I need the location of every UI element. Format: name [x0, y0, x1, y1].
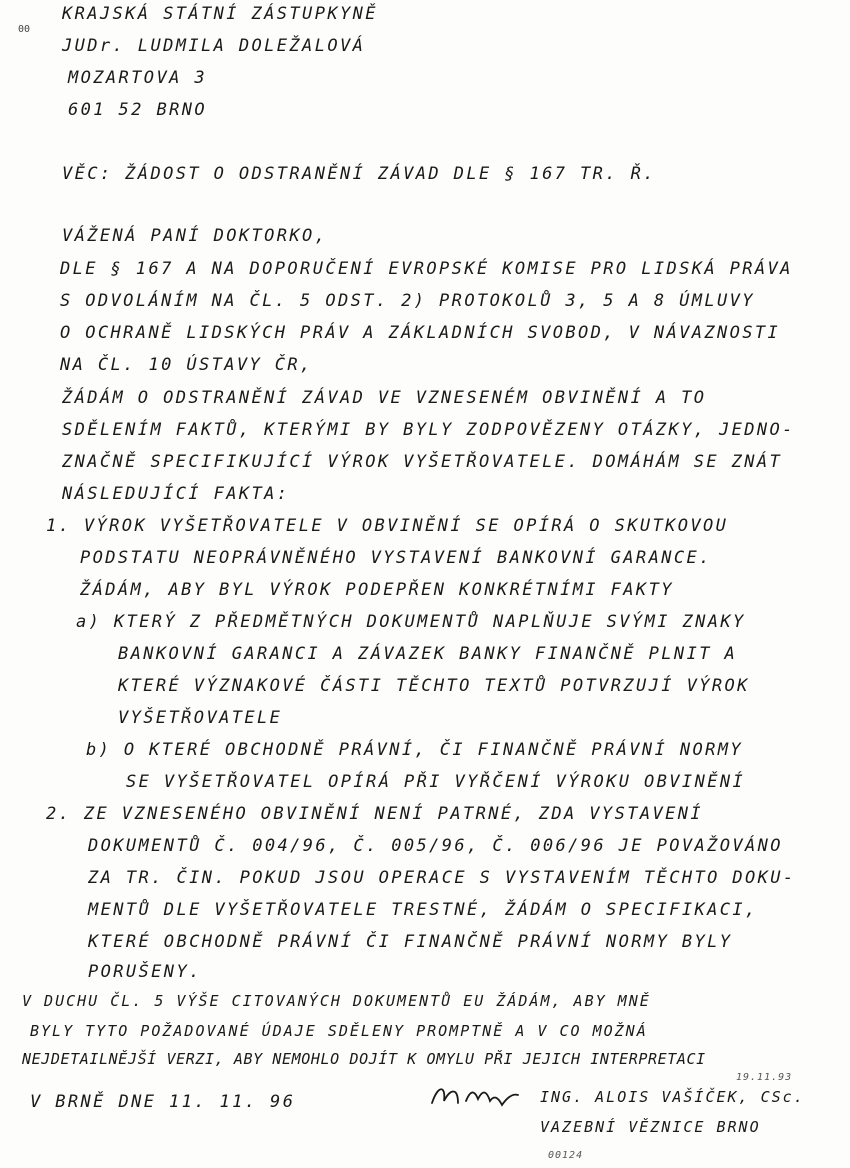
- subject-line: VĚC: ŽÁDOST O ODSTRANĚNÍ ZÁVAD DLE § 167 TR. Ř.: [62, 164, 656, 184]
- closing-line-1: V DUCHU ČL. 5 VÝŠE CITOVANÝCH DOKUMENTŮ EU ŽÁDÁM, ABY MNĚ: [22, 992, 651, 1010]
- item1b-line-1: b) O KTERÉ OBCHODNĚ PRÁVNÍ, ČI FINANČNĚ PRÁVNÍ NORMY: [86, 740, 744, 760]
- item2-line-3: ZA TR. ČIN. POKUD JSOU OPERACE S VYSTAVENÍM TĚCHTO DOKU-: [88, 868, 796, 888]
- place-date: V BRNĚ DNE 11. 11. 96: [30, 1092, 296, 1112]
- address-line-1: KRAJSKÁ STÁTNÍ ZÁSTUPKYNĚ: [62, 4, 378, 24]
- request-line-1: ŽÁDÁM O ODSTRANĚNÍ ZÁVAD VE VZNESENÉM OBVINĚNÍ A TO: [62, 388, 707, 408]
- item1b-line-2: SE VYŠETŘOVATEL OPÍRÁ PŘI VYŘČENÍ VÝROKU OBVINĚNÍ: [126, 772, 746, 792]
- item2-line-4: MENTŮ DLE VYŠETŘOVATELE TRESTNÉ, ŽÁDÁM O SPECIFIKACI,: [88, 900, 758, 920]
- item1a-line-1: a) KTERÝ Z PŘEDMĚTNÝCH DOKUMENTŮ NAPLŇUJE SVÝMI ZNAKY: [76, 612, 746, 632]
- item1-line-2: PODSTATU NEOPRÁVNĚNÉHO VYSTAVENÍ BANKOVNÍ GARANCE.: [80, 548, 712, 568]
- item1-line-3: ŽÁDÁM, ABY BYL VÝROK PODEPŘEN KONKRÉTNÍMI FAKTY: [80, 580, 674, 600]
- intro-line-1: DLE § 167 A NA DOPORUČENÍ EVROPSKÉ KOMISE PRO LIDSKÁ PRÁVA: [60, 259, 793, 279]
- item2-line-6: PORUŠENY.: [88, 962, 202, 982]
- item1-line-1: 1. VÝROK VYŠETŘOVATELE V OBVINĚNÍ SE OPÍRÁ O SKUTKOVOU: [46, 516, 729, 536]
- item1a-line-3: KTERÉ VÝZNAKOVÉ ČÁSTI TĚCHTO TEXTŮ POTVRZUJÍ VÝROK: [118, 676, 750, 696]
- item2-line-1: 2. ZE VZNESENÉHO OBVINĚNÍ NENÍ PATRNÉ, ZDA VYSTAVENÍ: [46, 804, 704, 824]
- closing-line-2: BYLY TYTO POŽADOVANÉ ÚDAJE SDĚLENY PROMPTNĚ A V CO MOŽNÁ: [30, 1022, 648, 1040]
- margin-mark: 00: [18, 24, 31, 35]
- request-line-4: NÁSLEDUJÍCÍ FAKTA:: [62, 484, 290, 504]
- item2-line-5: KTERÉ OBCHODNĚ PRÁVNÍ ČI FINANČNĚ PRÁVNÍ NORMY BYLY: [88, 932, 733, 952]
- closing-line-3: NEJDETAILNĚJŠÍ VERZI, ABY NEMOHLO DOJÍT K OMYLU PŘI JEJICH INTERPRETACI: [22, 1050, 706, 1068]
- small-note: 00124: [548, 1150, 584, 1161]
- address-line-2: JUDr. LUDMILA DOLEŽALOVÁ: [62, 36, 366, 56]
- address-line-3: MOZARTOVA 3: [68, 68, 207, 88]
- signer-name: ING. ALOIS VAŠÍČEK, CSc.: [540, 1088, 805, 1106]
- item2-line-2: DOKUMENTŮ Č. 004/96, Č. 005/96, Č. 006/96 JE POVAŽOVÁNO: [88, 836, 783, 856]
- signer-place: VAZEBNÍ VĚZNICE BRNO: [540, 1118, 761, 1136]
- time-note: 19.11.93: [736, 1072, 793, 1083]
- intro-line-3: O OCHRANĚ LIDSKÝCH PRÁV A ZÁKLADNÍCH SVOBOD, V NÁVAZNOSTI: [60, 323, 781, 343]
- intro-line-2: S ODVOLÁNÍM NA ČL. 5 ODST. 2) PROTOKOLŮ 3, 5 A 8 ÚMLUVY: [60, 291, 755, 311]
- address-line-4: 601 52 BRNO: [68, 100, 207, 120]
- request-line-3: ZNAČNĚ SPECIFIKUJÍCÍ VÝROK VYŠETŘOVATELE. DOMÁHÁM SE ZNÁT: [62, 452, 783, 472]
- intro-line-4: NA ČL. 10 ÚSTAVY ČR,: [60, 355, 313, 375]
- request-line-2: SDĚLENÍM FAKTŮ, KTERÝMI BY BYLY ZODPOVĚZENY OTÁZKY, JEDNO-: [62, 420, 795, 440]
- item1a-line-4: VYŠETŘOVATELE: [118, 708, 283, 728]
- item1a-line-2: BANKOVNÍ GARANCI A ZÁVAZEK BANKY FINANČNĚ PLNIT A: [118, 644, 738, 664]
- salutation: VÁŽENÁ PANÍ DOKTORKO,: [62, 226, 328, 246]
- signature-scribble: [428, 1075, 523, 1115]
